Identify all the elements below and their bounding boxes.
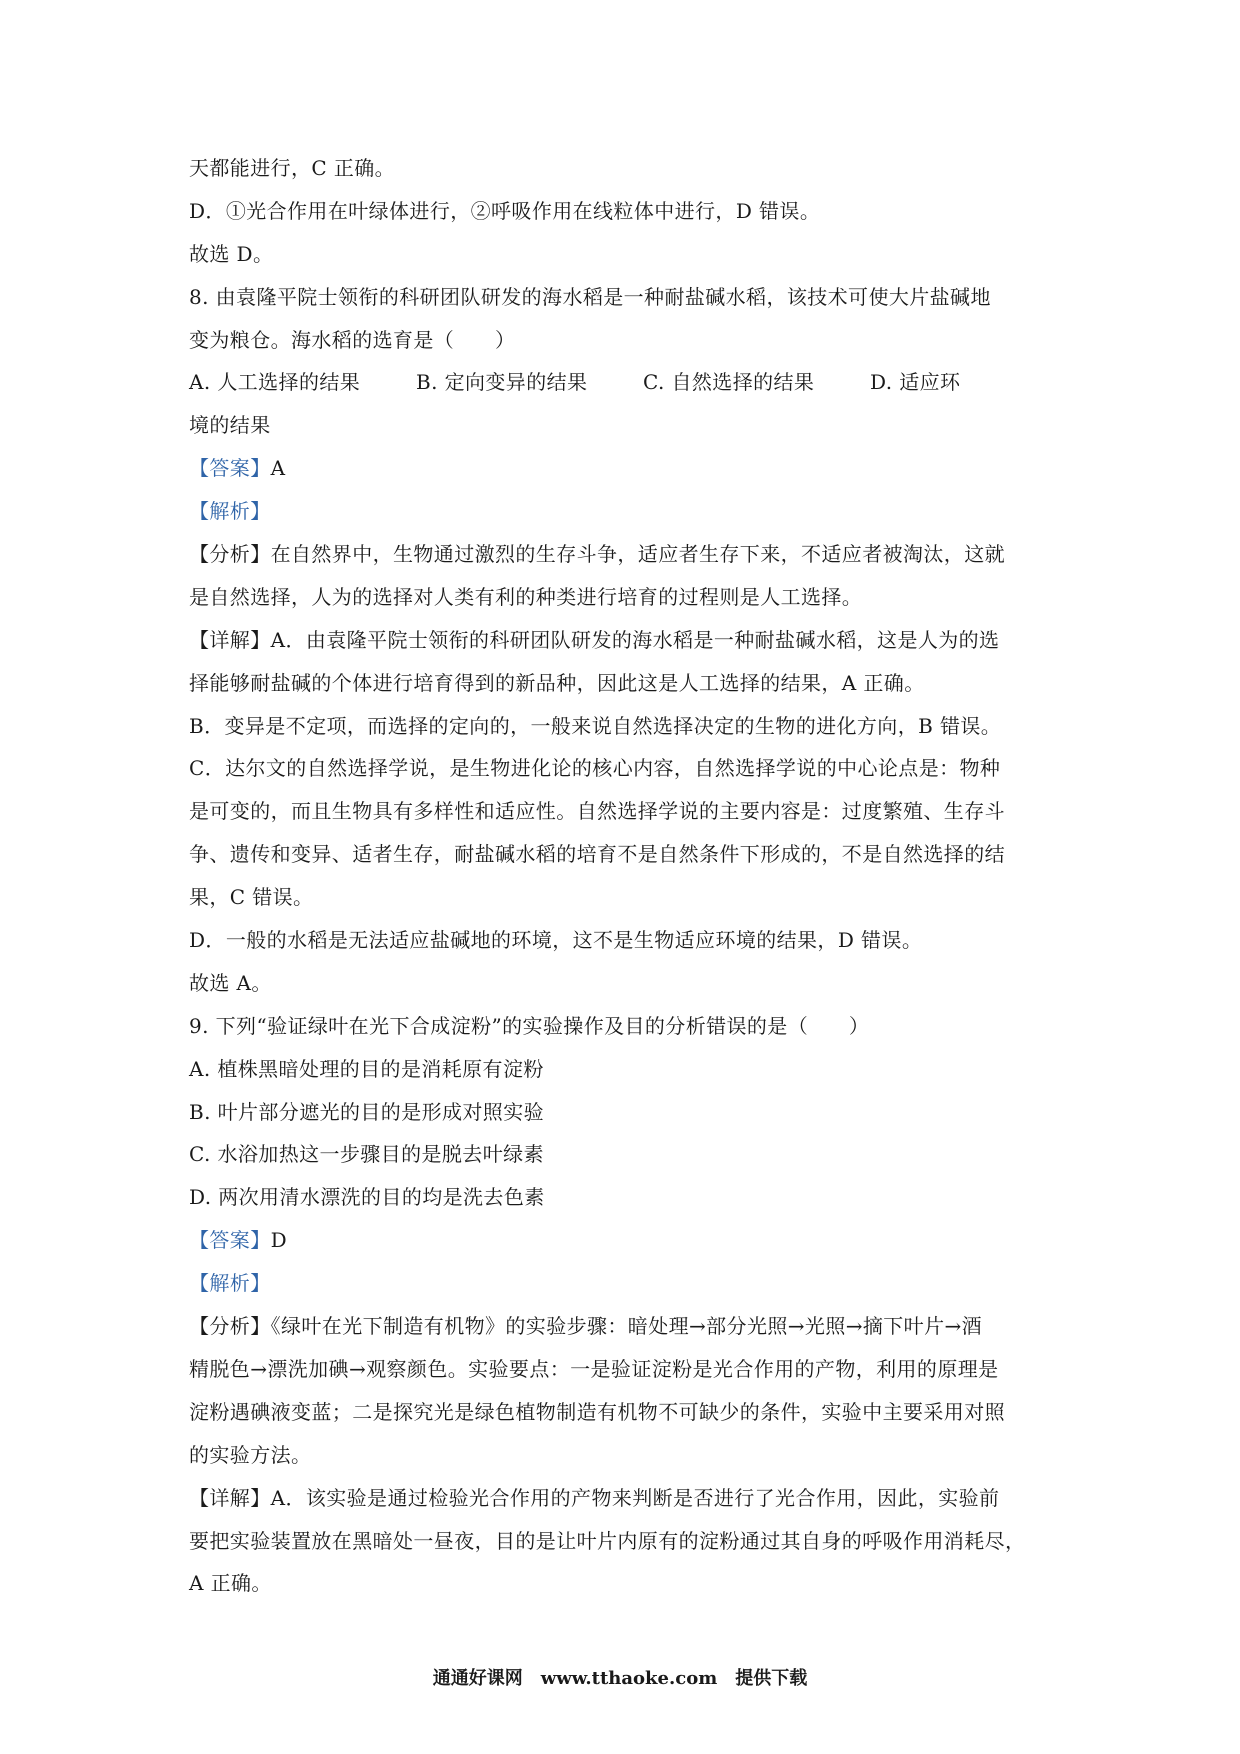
text-line: D．①光合作用在叶绿体进行，②呼吸作用在线粒体中进行，D 错误。 bbox=[189, 198, 821, 223]
analysis-text: 精脱色→漂洗加碘→观察颜色。实验要点：一是验证淀粉是光合作用的产物，利用的原理是 bbox=[189, 1356, 999, 1381]
detail-text: A 正确。 bbox=[189, 1571, 272, 1596]
detail-text: B．变异是不定项，而选择的定向的，一般来说自然选择决定的生物的进化方向，B 错误。 bbox=[189, 713, 1002, 738]
question-8-analysis-heading bbox=[189, 490, 1069, 533]
question-8-stem: 8. 由袁隆平院士领衔的科研团队研发的海水稻是一种耐盐碱水稻，该技术可使大片盐碱地 bbox=[189, 284, 991, 309]
detail-text: 【详解】A．由袁隆平院士领衔的科研团队研发的海水稻是一种耐盐碱水稻，这是人为的选 bbox=[189, 627, 1000, 652]
analysis-text: 【分析】在自然界中，生物通过激烈的生存斗争，适应者生存下来，不适应者被淘汰，这就 bbox=[189, 542, 1005, 567]
answer-value: D bbox=[270, 1228, 288, 1253]
document-body bbox=[189, 147, 1069, 1605]
option-c: C. 水浴加热这一步骤目的是脱去叶绿素 bbox=[189, 1142, 544, 1167]
analysis-text: 是自然选择，人为的选择对人类有利的种类进行培育的过程则是人工选择。 bbox=[189, 584, 863, 609]
analysis-text: 的实验方法。 bbox=[189, 1442, 312, 1467]
text-line: 天都能进行，C 正确。 bbox=[189, 156, 396, 180]
option-a: A. 植株黑暗处理的目的是消耗原有淀粉 bbox=[189, 1056, 544, 1081]
option-d: D. 适应环 bbox=[870, 370, 961, 395]
conclusion-text: 故选 A。 bbox=[189, 970, 272, 995]
detail-text: 择能够耐盐碱的个体进行培育得到的新品种，因此这是人工选择的结果，A 正确。 bbox=[189, 670, 925, 695]
text-line: 故选 D。 bbox=[189, 241, 274, 266]
detail-text: 是可变的，而且生物具有多样性和适应性。自然选择学说的主要内容是：过度繁殖、生存斗 bbox=[189, 799, 1005, 824]
detail-text: 果，C 错误。 bbox=[189, 885, 314, 910]
detail-text: D．一般的水稻是无法适应盐碱地的环境，这不是生物适应环境的结果，D 错误。 bbox=[189, 928, 923, 953]
option-d: D. 两次用清水漂洗的目的均是洗去色素 bbox=[189, 1185, 545, 1210]
answer-value: A bbox=[270, 456, 286, 481]
question-9-stem: 9. 下列“验证绿叶在光下合成淀粉”的实验操作及目的分析错误的是（ ） bbox=[189, 1013, 870, 1038]
answer-tag: 【答案】 bbox=[189, 1228, 271, 1253]
option-d-continuation: 境的结果 bbox=[189, 413, 271, 438]
analysis-text: 【分析】《绿叶在光下制造有机物》的实验步骤：暗处理→部分光照→光照→摘下叶片→酒 bbox=[189, 1314, 983, 1339]
analysis-tag: 【解析】 bbox=[189, 1271, 271, 1296]
option-b: B. 叶片部分遮光的目的是形成对照实验 bbox=[189, 1099, 545, 1124]
page-footer: 通通好课网 www.tthaoke.com 提供下载 bbox=[432, 1668, 808, 1689]
detail-text: C．达尔文的自然选择学说，是生物进化论的核心内容，自然选择学说的中心论点是：物种 bbox=[189, 756, 1001, 781]
question-9-answer bbox=[189, 1219, 1069, 1262]
option-a: A. 人工选择的结果 bbox=[189, 370, 361, 395]
question-9-analysis-heading bbox=[189, 1262, 1069, 1305]
question-8-answer bbox=[189, 447, 1069, 490]
detail-text: 要把实验装置放在黑暗处一昼夜，目的是让叶片内原有的淀粉通过其自身的呼吸作用消耗尽， bbox=[189, 1528, 1026, 1553]
detail-text: 【详解】A．该实验是通过检验光合作用的产物来判断是否进行了光合作用，因此，实验前 bbox=[189, 1485, 1000, 1510]
detail-text: 争、遗传和变异、适者生存，耐盐碱水稻的培育不是自然条件下形成的，不是自然选择的结 bbox=[189, 842, 1005, 867]
option-c: C. 自然选择的结果 bbox=[643, 370, 815, 395]
option-b: B. 定向变异的结果 bbox=[416, 370, 588, 395]
question-8-stem: 变为粮仓。海水稻的选育是（ ） bbox=[189, 327, 516, 352]
analysis-tag: 【解析】 bbox=[189, 499, 271, 524]
analysis-text: 淀粉遇碘液变蓝；二是探究光是绿色植物制造有机物不可缺少的条件，实验中主要采用对照 bbox=[189, 1399, 1005, 1424]
question-8-options bbox=[189, 361, 1069, 404]
answer-tag: 【答案】 bbox=[189, 456, 271, 481]
